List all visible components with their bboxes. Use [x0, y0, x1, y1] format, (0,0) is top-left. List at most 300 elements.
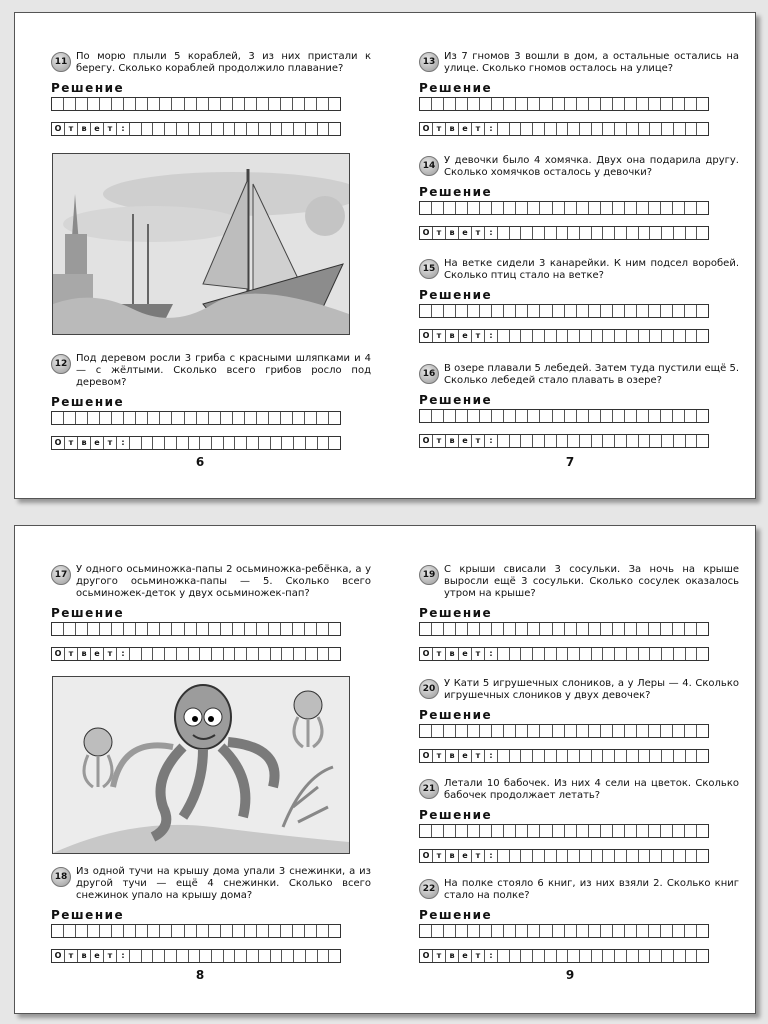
answer-cell[interactable]	[568, 850, 580, 862]
grid-cell[interactable]	[528, 202, 540, 214]
answer-cell[interactable]	[224, 123, 236, 135]
answer-cell[interactable]	[615, 227, 627, 239]
answer-cell[interactable]	[153, 950, 165, 962]
grid-cell[interactable]	[492, 725, 504, 737]
answer-cell[interactable]	[498, 950, 510, 962]
answer-cell[interactable]	[282, 950, 294, 962]
answer-cell[interactable]	[510, 123, 522, 135]
answer-cell[interactable]	[510, 950, 522, 962]
grid-cell[interactable]	[601, 202, 613, 214]
answer-cell[interactable]	[580, 850, 592, 862]
answer-cell[interactable]	[165, 437, 177, 449]
solution-grid[interactable]	[419, 924, 709, 938]
answer-cell[interactable]	[130, 123, 142, 135]
answer-cell[interactable]	[650, 850, 662, 862]
answer-cell[interactable]	[557, 648, 569, 660]
answer-row[interactable]	[51, 436, 341, 450]
answer-cell[interactable]	[533, 227, 545, 239]
answer-cell[interactable]	[662, 850, 674, 862]
grid-cell[interactable]	[697, 202, 708, 214]
answer-cell[interactable]	[510, 750, 522, 762]
grid-cell[interactable]	[649, 202, 661, 214]
grid-cell[interactable]	[697, 305, 708, 317]
grid-cell[interactable]	[432, 410, 444, 422]
grid-cell[interactable]	[516, 98, 528, 110]
answer-cell[interactable]	[306, 950, 318, 962]
answer-cell[interactable]	[627, 648, 639, 660]
grid-cell[interactable]	[601, 305, 613, 317]
grid-cell[interactable]	[649, 623, 661, 635]
grid-cell[interactable]	[565, 305, 577, 317]
answer-cell[interactable]	[329, 437, 340, 449]
answer-cell[interactable]	[568, 123, 580, 135]
grid-cell[interactable]	[112, 925, 124, 937]
answer-row[interactable]	[419, 949, 709, 963]
answer-cell[interactable]	[130, 648, 142, 660]
answer-cell[interactable]	[282, 648, 294, 660]
answer-cell[interactable]	[510, 850, 522, 862]
answer-cell[interactable]	[686, 330, 698, 342]
answer-cell[interactable]	[533, 435, 545, 447]
grid-cell[interactable]	[673, 410, 685, 422]
answer-cell[interactable]	[235, 648, 247, 660]
answer-cell[interactable]	[259, 648, 271, 660]
grid-cell[interactable]	[172, 623, 184, 635]
answer-cell[interactable]	[627, 750, 639, 762]
grid-cell[interactable]	[112, 623, 124, 635]
grid-cell[interactable]	[673, 305, 685, 317]
answer-cell[interactable]	[592, 850, 604, 862]
grid-cell[interactable]	[589, 98, 601, 110]
grid-cell[interactable]	[480, 202, 492, 214]
answer-cell[interactable]	[259, 123, 271, 135]
answer-cell[interactable]	[153, 648, 165, 660]
answer-cell[interactable]	[142, 437, 154, 449]
solution-grid[interactable]	[419, 201, 709, 215]
grid-cell[interactable]	[76, 925, 88, 937]
answer-cell[interactable]	[615, 435, 627, 447]
grid-cell[interactable]	[221, 412, 233, 424]
grid-cell[interactable]	[589, 925, 601, 937]
grid-cell[interactable]	[589, 623, 601, 635]
grid-cell[interactable]	[637, 98, 649, 110]
grid-cell[interactable]	[685, 305, 697, 317]
grid-cell[interactable]	[124, 623, 136, 635]
grid-cell[interactable]	[160, 623, 172, 635]
grid-cell[interactable]	[528, 98, 540, 110]
grid-cell[interactable]	[293, 98, 305, 110]
grid-cell[interactable]	[504, 623, 516, 635]
answer-cell[interactable]	[165, 648, 177, 660]
answer-cell[interactable]	[235, 437, 247, 449]
answer-cell[interactable]	[639, 435, 651, 447]
grid-cell[interactable]	[293, 412, 305, 424]
grid-cell[interactable]	[492, 202, 504, 214]
answer-cell[interactable]	[521, 330, 533, 342]
grid-cell[interactable]	[673, 202, 685, 214]
grid-cell[interactable]	[504, 925, 516, 937]
grid-cell[interactable]	[281, 98, 293, 110]
grid-cell[interactable]	[432, 925, 444, 937]
grid-cell[interactable]	[577, 925, 589, 937]
answer-cell[interactable]	[557, 330, 569, 342]
grid-cell[interactable]	[553, 825, 565, 837]
grid-cell[interactable]	[233, 925, 245, 937]
grid-cell[interactable]	[613, 305, 625, 317]
answer-cell[interactable]	[510, 227, 522, 239]
grid-cell[interactable]	[456, 305, 468, 317]
answer-cell[interactable]	[130, 950, 142, 962]
grid-cell[interactable]	[673, 925, 685, 937]
grid-cell[interactable]	[233, 98, 245, 110]
answer-cell[interactable]	[212, 437, 224, 449]
answer-cell[interactable]	[615, 330, 627, 342]
answer-cell[interactable]	[686, 435, 698, 447]
grid-cell[interactable]	[685, 725, 697, 737]
grid-cell[interactable]	[492, 623, 504, 635]
grid-cell[interactable]	[88, 925, 100, 937]
grid-cell[interactable]	[565, 825, 577, 837]
grid-cell[interactable]	[649, 825, 661, 837]
grid-cell[interactable]	[456, 825, 468, 837]
grid-cell[interactable]	[64, 412, 76, 424]
answer-cell[interactable]	[568, 648, 580, 660]
grid-cell[interactable]	[136, 925, 148, 937]
grid-cell[interactable]	[625, 305, 637, 317]
grid-cell[interactable]	[625, 825, 637, 837]
answer-cell[interactable]	[603, 123, 615, 135]
answer-cell[interactable]	[306, 648, 318, 660]
grid-cell[interactable]	[480, 305, 492, 317]
grid-cell[interactable]	[456, 98, 468, 110]
grid-cell[interactable]	[52, 412, 64, 424]
grid-cell[interactable]	[577, 623, 589, 635]
grid-cell[interactable]	[613, 410, 625, 422]
answer-cell[interactable]	[674, 850, 686, 862]
answer-cell[interactable]	[177, 123, 189, 135]
grid-cell[interactable]	[516, 725, 528, 737]
answer-cell[interactable]	[650, 648, 662, 660]
grid-cell[interactable]	[269, 412, 281, 424]
grid-cell[interactable]	[420, 202, 432, 214]
answer-cell[interactable]	[674, 330, 686, 342]
grid-cell[interactable]	[528, 725, 540, 737]
answer-cell[interactable]	[674, 123, 686, 135]
grid-cell[interactable]	[577, 305, 589, 317]
answer-cell[interactable]	[177, 950, 189, 962]
answer-cell[interactable]	[686, 850, 698, 862]
answer-cell[interactable]	[153, 123, 165, 135]
grid-cell[interactable]	[601, 825, 613, 837]
grid-cell[interactable]	[76, 98, 88, 110]
answer-cell[interactable]	[259, 437, 271, 449]
grid-cell[interactable]	[577, 410, 589, 422]
grid-cell[interactable]	[565, 98, 577, 110]
answer-cell[interactable]	[533, 330, 545, 342]
grid-cell[interactable]	[528, 305, 540, 317]
answer-cell[interactable]	[189, 648, 201, 660]
answer-cell[interactable]	[142, 648, 154, 660]
grid-cell[interactable]	[221, 623, 233, 635]
grid-cell[interactable]	[112, 98, 124, 110]
grid-cell[interactable]	[565, 925, 577, 937]
answer-cell[interactable]	[603, 750, 615, 762]
answer-cell[interactable]	[498, 435, 510, 447]
answer-cell[interactable]	[662, 227, 674, 239]
grid-cell[interactable]	[172, 98, 184, 110]
grid-cell[interactable]	[245, 412, 257, 424]
answer-cell[interactable]	[639, 227, 651, 239]
grid-cell[interactable]	[317, 623, 329, 635]
grid-cell[interactable]	[504, 98, 516, 110]
grid-cell[interactable]	[685, 98, 697, 110]
answer-cell[interactable]	[177, 648, 189, 660]
grid-cell[interactable]	[468, 623, 480, 635]
grid-cell[interactable]	[540, 410, 552, 422]
grid-cell[interactable]	[148, 98, 160, 110]
answer-cell[interactable]	[674, 950, 686, 962]
grid-cell[interactable]	[329, 925, 340, 937]
answer-cell[interactable]	[545, 435, 557, 447]
grid-cell[interactable]	[601, 623, 613, 635]
grid-cell[interactable]	[540, 725, 552, 737]
answer-cell[interactable]	[557, 123, 569, 135]
answer-row[interactable]	[419, 434, 709, 448]
grid-cell[interactable]	[577, 725, 589, 737]
answer-cell[interactable]	[674, 750, 686, 762]
grid-cell[interactable]	[492, 825, 504, 837]
grid-cell[interactable]	[160, 925, 172, 937]
answer-cell[interactable]	[498, 123, 510, 135]
answer-row[interactable]	[419, 849, 709, 863]
solution-grid[interactable]	[51, 622, 341, 636]
answer-row[interactable]	[51, 949, 341, 963]
answer-cell[interactable]	[200, 123, 212, 135]
grid-cell[interactable]	[516, 410, 528, 422]
answer-cell[interactable]	[627, 123, 639, 135]
grid-cell[interactable]	[553, 305, 565, 317]
answer-cell[interactable]	[662, 950, 674, 962]
answer-cell[interactable]	[533, 750, 545, 762]
grid-cell[interactable]	[432, 98, 444, 110]
grid-cell[interactable]	[613, 925, 625, 937]
answer-cell[interactable]	[533, 950, 545, 962]
grid-cell[interactable]	[468, 410, 480, 422]
grid-cell[interactable]	[637, 825, 649, 837]
grid-cell[interactable]	[516, 925, 528, 937]
answer-cell[interactable]	[580, 648, 592, 660]
answer-cell[interactable]	[521, 648, 533, 660]
answer-cell[interactable]	[697, 648, 708, 660]
grid-cell[interactable]	[577, 825, 589, 837]
answer-cell[interactable]	[498, 330, 510, 342]
answer-cell[interactable]	[697, 123, 708, 135]
answer-cell[interactable]	[521, 950, 533, 962]
answer-cell[interactable]	[271, 950, 283, 962]
grid-cell[interactable]	[528, 410, 540, 422]
answer-cell[interactable]	[189, 437, 201, 449]
grid-cell[interactable]	[480, 925, 492, 937]
grid-cell[interactable]	[185, 412, 197, 424]
solution-grid[interactable]	[51, 924, 341, 938]
answer-cell[interactable]	[521, 750, 533, 762]
grid-cell[interactable]	[420, 825, 432, 837]
grid-cell[interactable]	[432, 825, 444, 837]
grid-cell[interactable]	[468, 202, 480, 214]
grid-cell[interactable]	[221, 98, 233, 110]
grid-cell[interactable]	[685, 410, 697, 422]
grid-cell[interactable]	[124, 412, 136, 424]
grid-cell[interactable]	[76, 623, 88, 635]
answer-cell[interactable]	[224, 648, 236, 660]
answer-cell[interactable]	[650, 227, 662, 239]
grid-cell[interactable]	[516, 305, 528, 317]
grid-cell[interactable]	[148, 925, 160, 937]
grid-cell[interactable]	[468, 825, 480, 837]
answer-cell[interactable]	[615, 950, 627, 962]
solution-grid[interactable]	[419, 724, 709, 738]
grid-cell[interactable]	[197, 925, 209, 937]
grid-cell[interactable]	[697, 725, 708, 737]
grid-cell[interactable]	[492, 98, 504, 110]
grid-cell[interactable]	[504, 410, 516, 422]
grid-cell[interactable]	[685, 825, 697, 837]
grid-cell[interactable]	[649, 410, 661, 422]
answer-cell[interactable]	[662, 648, 674, 660]
grid-cell[interactable]	[52, 98, 64, 110]
grid-cell[interactable]	[625, 725, 637, 737]
answer-cell[interactable]	[615, 123, 627, 135]
answer-cell[interactable]	[592, 227, 604, 239]
answer-cell[interactable]	[247, 123, 259, 135]
answer-cell[interactable]	[200, 950, 212, 962]
answer-row[interactable]	[419, 749, 709, 763]
grid-cell[interactable]	[281, 925, 293, 937]
answer-cell[interactable]	[580, 330, 592, 342]
answer-cell[interactable]	[639, 850, 651, 862]
answer-row[interactable]	[51, 122, 341, 136]
grid-cell[interactable]	[661, 725, 673, 737]
answer-row[interactable]	[419, 329, 709, 343]
answer-cell[interactable]	[521, 123, 533, 135]
solution-grid[interactable]	[419, 304, 709, 318]
answer-cell[interactable]	[545, 950, 557, 962]
grid-cell[interactable]	[136, 412, 148, 424]
answer-cell[interactable]	[189, 950, 201, 962]
grid-cell[interactable]	[209, 623, 221, 635]
grid-cell[interactable]	[197, 623, 209, 635]
grid-cell[interactable]	[637, 725, 649, 737]
grid-cell[interactable]	[329, 412, 340, 424]
grid-cell[interactable]	[553, 623, 565, 635]
answer-cell[interactable]	[592, 435, 604, 447]
grid-cell[interactable]	[420, 305, 432, 317]
answer-cell[interactable]	[282, 123, 294, 135]
grid-cell[interactable]	[577, 202, 589, 214]
grid-cell[interactable]	[257, 412, 269, 424]
answer-cell[interactable]	[580, 750, 592, 762]
answer-cell[interactable]	[235, 950, 247, 962]
answer-cell[interactable]	[545, 227, 557, 239]
grid-cell[interactable]	[88, 623, 100, 635]
grid-cell[interactable]	[317, 925, 329, 937]
answer-cell[interactable]	[674, 648, 686, 660]
grid-cell[interactable]	[528, 623, 540, 635]
answer-cell[interactable]	[318, 437, 330, 449]
answer-cell[interactable]	[294, 950, 306, 962]
answer-cell[interactable]	[580, 435, 592, 447]
grid-cell[interactable]	[88, 98, 100, 110]
answer-cell[interactable]	[498, 648, 510, 660]
grid-cell[interactable]	[528, 825, 540, 837]
grid-cell[interactable]	[293, 623, 305, 635]
answer-cell[interactable]	[521, 850, 533, 862]
solution-grid[interactable]	[419, 97, 709, 111]
grid-cell[interactable]	[444, 305, 456, 317]
answer-cell[interactable]	[580, 123, 592, 135]
answer-cell[interactable]	[329, 123, 340, 135]
grid-cell[interactable]	[185, 623, 197, 635]
grid-cell[interactable]	[281, 412, 293, 424]
answer-cell[interactable]	[603, 330, 615, 342]
grid-cell[interactable]	[673, 98, 685, 110]
answer-cell[interactable]	[674, 435, 686, 447]
solution-grid[interactable]	[51, 411, 341, 425]
answer-cell[interactable]	[306, 437, 318, 449]
grid-cell[interactable]	[661, 202, 673, 214]
grid-cell[interactable]	[613, 98, 625, 110]
grid-cell[interactable]	[432, 305, 444, 317]
answer-cell[interactable]	[686, 648, 698, 660]
answer-cell[interactable]	[580, 227, 592, 239]
grid-cell[interactable]	[565, 410, 577, 422]
grid-cell[interactable]	[553, 410, 565, 422]
answer-cell[interactable]	[282, 437, 294, 449]
grid-cell[interactable]	[185, 98, 197, 110]
grid-cell[interactable]	[160, 412, 172, 424]
grid-cell[interactable]	[528, 925, 540, 937]
grid-cell[interactable]	[468, 98, 480, 110]
grid-cell[interactable]	[420, 623, 432, 635]
answer-cell[interactable]	[224, 437, 236, 449]
answer-cell[interactable]	[498, 850, 510, 862]
grid-cell[interactable]	[553, 925, 565, 937]
answer-cell[interactable]	[627, 330, 639, 342]
answer-cell[interactable]	[686, 750, 698, 762]
grid-cell[interactable]	[100, 98, 112, 110]
answer-cell[interactable]	[603, 950, 615, 962]
answer-cell[interactable]	[557, 750, 569, 762]
grid-cell[interactable]	[589, 305, 601, 317]
answer-cell[interactable]	[662, 123, 674, 135]
answer-cell[interactable]	[568, 435, 580, 447]
answer-cell[interactable]	[306, 123, 318, 135]
grid-cell[interactable]	[540, 202, 552, 214]
answer-cell[interactable]	[498, 227, 510, 239]
answer-cell[interactable]	[533, 850, 545, 862]
grid-cell[interactable]	[269, 925, 281, 937]
answer-cell[interactable]	[271, 648, 283, 660]
answer-cell[interactable]	[294, 437, 306, 449]
grid-cell[interactable]	[649, 98, 661, 110]
answer-cell[interactable]	[153, 437, 165, 449]
answer-cell[interactable]	[247, 950, 259, 962]
grid-cell[interactable]	[589, 202, 601, 214]
answer-cell[interactable]	[329, 950, 340, 962]
grid-cell[interactable]	[492, 925, 504, 937]
answer-cell[interactable]	[318, 950, 330, 962]
grid-cell[interactable]	[100, 925, 112, 937]
